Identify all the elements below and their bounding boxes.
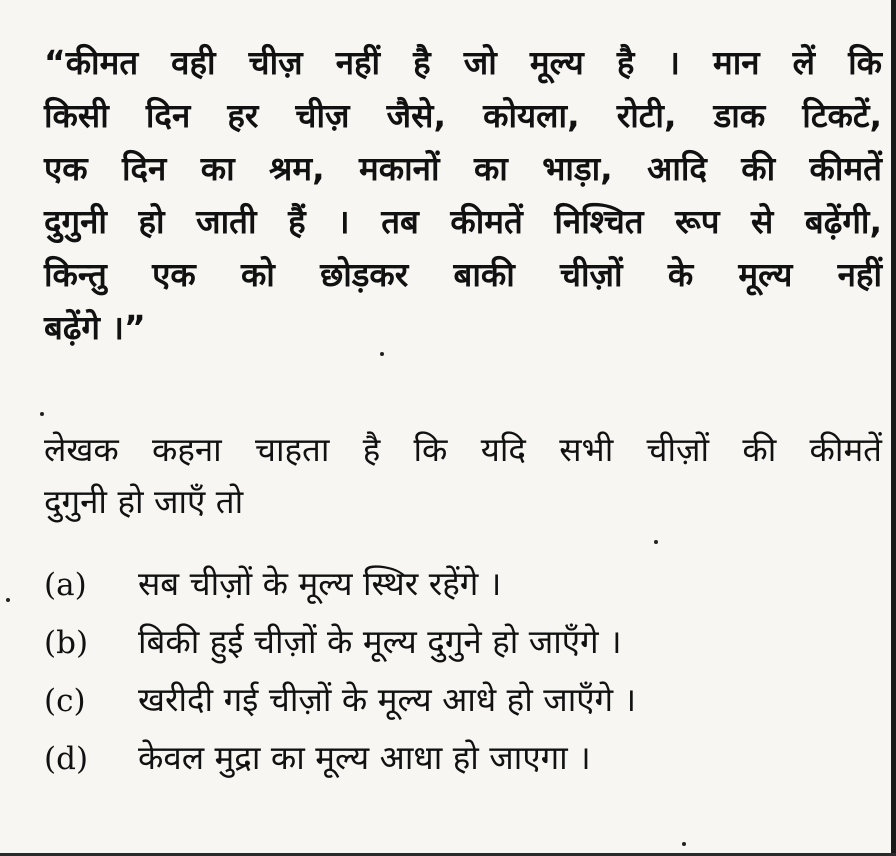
passage-line: किन्तु एक को छोड़कर बाकी चीज़ों के मूल्य नहीं: [44, 255, 882, 294]
option-key: (d): [44, 741, 89, 777]
scan-speck: [654, 540, 658, 544]
answer-options: [44, 560, 882, 792]
scan-speck: [380, 352, 384, 356]
option-key: (c): [44, 683, 86, 719]
option-text: बिकी हुई चीज़ों के मूल्य दुगुने हो जाएँगे ।: [138, 622, 622, 661]
scan-speck: [682, 842, 686, 846]
option-a[interactable]: [44, 560, 882, 618]
passage-line: “कीमत वही चीज़ नहीं है जो मूल्य है । मान लें कि: [44, 43, 882, 82]
option-d[interactable]: [44, 734, 882, 792]
passage-line: एक दिन का श्रम, मकानों का भाड़ा, आदि की कीमतें: [44, 149, 882, 188]
option-text: सब चीज़ों के मूल्य स्थिर रहेंगे ।: [138, 564, 502, 603]
option-b[interactable]: [44, 618, 882, 676]
question-line: लेखक कहना चाहता है कि यदि सभी चीज़ों की कीमतें: [44, 430, 882, 469]
passage-line: दुगुनी हो जाती हैं । तब कीमतें निश्चित रूप से बढ़ेंगी,: [44, 202, 882, 241]
passage-line: बढ़ेंगे ।”: [44, 308, 146, 347]
scan-border-right: [891, 0, 896, 856]
option-key: (a): [44, 567, 87, 603]
scan-speck: [40, 412, 44, 416]
option-text: केवल मुद्रा का मूल्य आधा हो जाएगा ।: [138, 738, 591, 777]
option-c[interactable]: [44, 676, 882, 734]
question-stem: [44, 424, 882, 528]
scan-speck: [6, 598, 10, 602]
passage-line: किसी दिन हर चीज़ जैसे, कोयला, रोटी, डाक टिकटें,: [44, 96, 882, 135]
option-key: (b): [44, 625, 89, 661]
quoted-passage: [44, 36, 882, 354]
question-line: दुगुनी हो जाएँ तो: [44, 482, 244, 521]
option-text: खरीदी गई चीज़ों के मूल्य आधे हो जाएँगे ।: [138, 680, 637, 719]
